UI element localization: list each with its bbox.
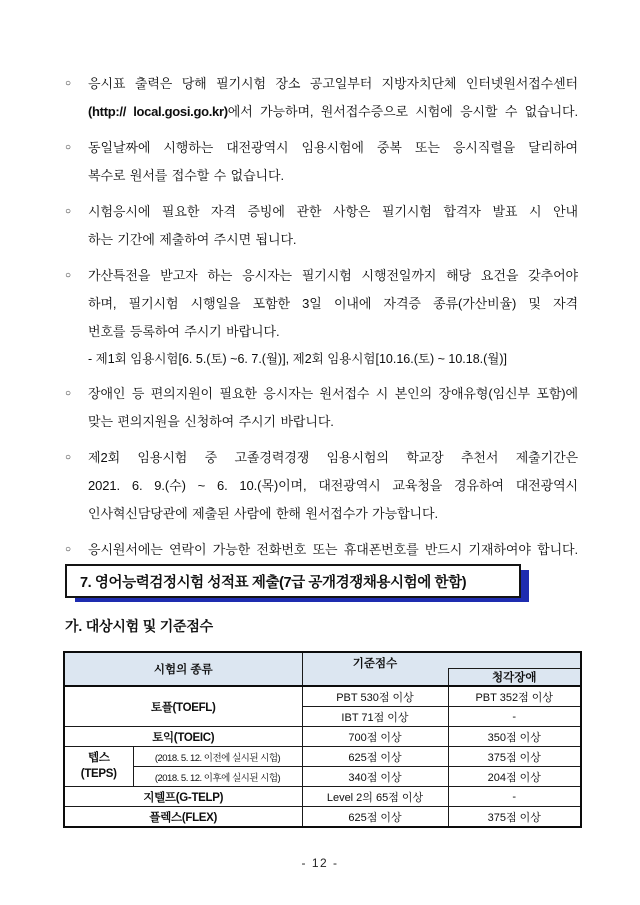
- bullet-line: 하는 기간에 제출하여 주시면 됩니다.: [88, 232, 297, 247]
- bullet-lines: [88, 536, 578, 564]
- bullet-lines: [88, 70, 578, 126]
- header-exam-type: 시험의 종류: [64, 652, 302, 686]
- bullet-line: 인사혁신담당관에 제출된 사람에 한해 원서접수가 가능합니다.: [88, 506, 438, 521]
- header-hearing-impaired: 청각장애: [448, 669, 581, 687]
- table-row-gtelp: [64, 787, 581, 807]
- table-header-row: [64, 652, 581, 669]
- subsection-title: 가. 대상시험 및 기준점수: [65, 618, 213, 634]
- cell-exam-name: 토익(TOEIC): [64, 727, 302, 747]
- bullet-item: [65, 198, 578, 254]
- bullet-marker: ○: [65, 452, 72, 463]
- cell-hearing-score: -: [448, 707, 581, 727]
- bullet-line-text: 에서 가능하며, 원서접수증으로 시험에 응시할 수 없습니다.: [227, 104, 578, 119]
- bullet-item: [65, 380, 578, 436]
- cell-exam-condition: (2018. 5. 12. 이후에 실시된 시험): [133, 767, 302, 787]
- bullet-sub-line: - 제1회 임용시험[6. 5.(토) ~6. 7.(월)], 제2회 임용시험[10.16.(토) ~ 10.18.(월)]: [88, 352, 507, 366]
- table-row-flex: [64, 807, 581, 828]
- bullet-line: 응시표 출력은 당해 필기시험 장소 공고일부터 지방자치단체 인터넷원서접수센터: [88, 76, 578, 91]
- bullet-lines: [88, 134, 578, 190]
- bullet-line: 시험응시에 필요한 자격 증빙에 관한 사항은 필기시험 합격자 발표 시 안내: [88, 204, 578, 219]
- table-row-toeic: [64, 727, 581, 747]
- bullet-marker: ○: [65, 78, 72, 89]
- cell-standard-score: IBT 71점 이상: [302, 707, 448, 727]
- header-spacer-cell: [448, 652, 581, 669]
- bullet-line: 응시원서에는 연락이 가능한 전화번호 또는 휴대폰번호를 반드시 기재하여야 합니다.: [88, 542, 578, 557]
- exam-name-line: (TEPS): [80, 767, 117, 780]
- page-number: - 12 -: [301, 856, 339, 870]
- cell-standard-score: PBT 530점 이상: [302, 686, 448, 707]
- bullet-marker: ○: [65, 388, 72, 399]
- bullet-line: 제2회 임용시험 중 고졸경력경쟁 임용시험의 학교장 추천서 제출기간은: [88, 450, 578, 465]
- table-row-toefl-pbt: [64, 686, 581, 707]
- cell-hearing-score: 375점 이상: [448, 807, 581, 828]
- cell-exam-name: 토플(TOEFL): [64, 686, 302, 727]
- table-row-teps-before: [64, 747, 581, 767]
- header-standard-score: 기준점수: [302, 652, 448, 686]
- bullet-item: [65, 70, 578, 126]
- bullet-line: 하며, 필기시험 시행일을 포함한 3일 이내에 자격증 종류(가산비율) 및 자격: [88, 296, 578, 311]
- bullet-marker: ○: [65, 206, 72, 217]
- cell-exam-name: 플렉스(FLEX): [64, 807, 302, 828]
- cell-standard-score: 625점 이상: [302, 747, 448, 767]
- cell-standard-score: Level 2의 65점 이상: [302, 787, 448, 807]
- cell-hearing-score: 204점 이상: [448, 767, 581, 787]
- notice-body: [65, 70, 578, 572]
- bullet-lines: [88, 198, 578, 254]
- cell-standard-score: 340점 이상: [302, 767, 448, 787]
- bullet-lines: [88, 380, 578, 436]
- cell-hearing-score: -: [448, 787, 581, 807]
- section-title: 7. 영어능력검정시험 성적표 제출(7급 공개경쟁채용시험에 한함): [80, 574, 467, 591]
- bullet-line: 동일날짜에 시행하는 대전광역시 임용시험에 중복 또는 응시직렬을 달리하여: [88, 140, 578, 155]
- cell-hearing-score: 350점 이상: [448, 727, 581, 747]
- bullet-lines: [88, 262, 578, 372]
- bullet-lines: [88, 444, 578, 528]
- bullet-line: 번호를 등록하여 주시기 바랍니다.: [88, 324, 280, 339]
- bullet-item: [65, 536, 578, 564]
- cell-standard-score: 625점 이상: [302, 807, 448, 828]
- bullet-line: 맞는 편의지원을 신청하여 주시기 바랍니다.: [88, 414, 334, 429]
- bullet-item: [65, 134, 578, 190]
- english-test-score-table: [63, 651, 582, 828]
- bullet-marker: ○: [65, 270, 72, 281]
- bullet-marker: ○: [65, 544, 72, 555]
- bullet-marker: ○: [65, 142, 72, 153]
- cell-standard-score: 700점 이상: [302, 727, 448, 747]
- cell-hearing-score: PBT 352점 이상: [448, 686, 581, 707]
- cell-exam-name: [64, 747, 133, 787]
- bullet-line: 2021. 6. 9.(수) ~ 6. 10.(목)이며, 대전광역시 교육청을 경유하여 대전광역시: [88, 478, 578, 493]
- section-7-header-box: [65, 564, 521, 598]
- url-bold-text: (http:// local.gosi.go.kr): [88, 104, 228, 119]
- bullet-item: [65, 444, 578, 528]
- bullet-line: 복수로 원서를 접수할 수 없습니다.: [88, 168, 284, 183]
- bullet-item: [65, 262, 578, 372]
- bullet-line: 가산특전을 받고자 하는 응시자는 필기시험 시행전일까지 해당 요건을 갖추어야: [88, 268, 578, 283]
- bullet-line: 장애인 등 편의지원이 필요한 응시자는 원서접수 시 본인의 장애유형(임신부 포함)에: [88, 386, 578, 401]
- table-row-teps-after: [64, 767, 581, 787]
- bullet-line: [88, 98, 578, 126]
- cell-hearing-score: 375점 이상: [448, 747, 581, 767]
- cell-exam-condition: (2018. 5. 12. 이전에 실시된 시험): [133, 747, 302, 767]
- cell-exam-name: 지텔프(G-TELP): [64, 787, 302, 807]
- exam-name-line: 텝스: [87, 751, 110, 764]
